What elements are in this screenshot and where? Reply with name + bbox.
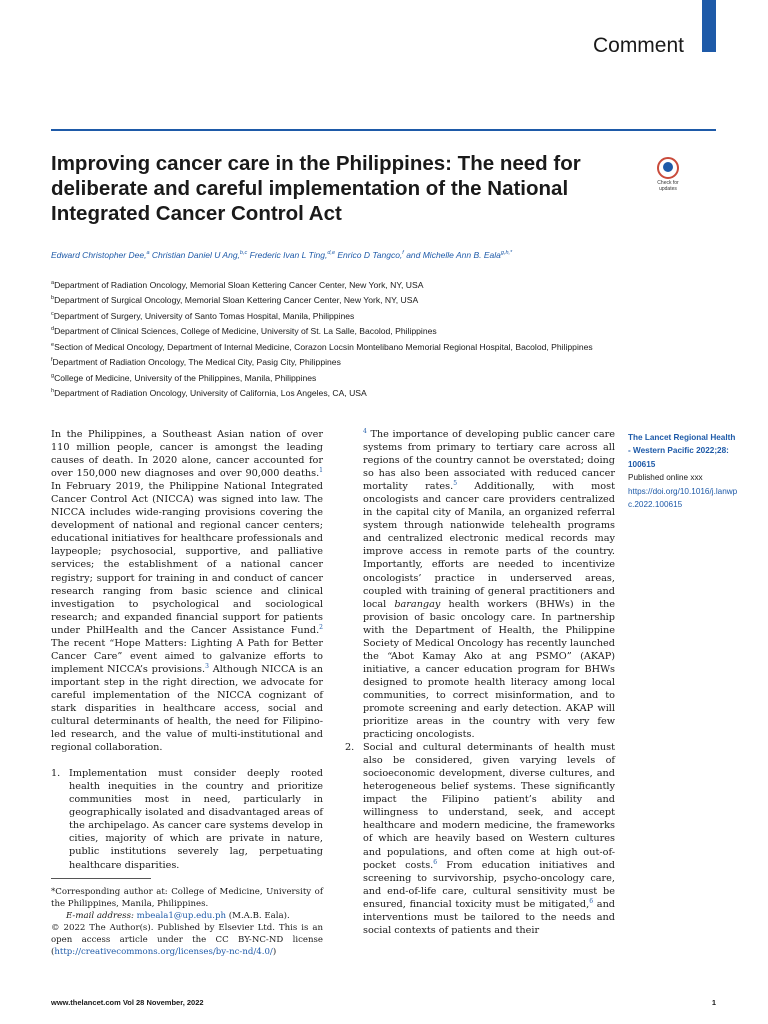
affiliation-item: $^c$Department of Surgery, University of Santo Tomas Hospital, Manila, Philippines: [51, 310, 355, 321]
corner-accent-bar: [702, 0, 716, 52]
body-column-right: [345, 428, 615, 937]
license-link[interactable]: http://creativecommons.org/licenses/by-nc-nd/4.0/: [54, 947, 273, 957]
journal-citation[interactable]: The Lancet Regional Health - Western Pacific 2022;28: 100615: [628, 433, 736, 469]
check-for-updates-icon: [657, 157, 679, 179]
reference-link[interactable]: 2: [319, 623, 323, 631]
author-list: Edward Christopher Dee,$^a$ Christian Daniel U Ang,$^{b,c}$ Frederic Ivan L Ting,$^{d,e}$ Enrico D Tangco,$^f$ and Michelle Ann B. Eala$^{g,h,*}$: [51, 250, 513, 260]
reference-link[interactable]: 1: [319, 466, 323, 474]
email-link[interactable]: mbeala1@up.edu.ph: [136, 911, 227, 921]
header-divider: [51, 129, 716, 131]
email-note: E-mail address: mbeala1@up.edu.ph (M.A.B. Eala).: [66, 911, 290, 921]
reference-link[interactable]: 6: [589, 897, 594, 905]
affiliation-item: $^f$Department of Radiation Oncology, The Medical City, Pasig City, Philippines: [51, 357, 341, 368]
affiliation-item: $^b$Department of Surgical Oncology, Memorial Sloan Kettering Cancer Center, New York, NY, USA: [51, 295, 419, 306]
corresponding-author-note: *Corresponding author at: College of Medicine, University of the Philippines, Manila, Philippines.: [51, 887, 323, 909]
list-number: 1.: [51, 768, 61, 780]
doi-link[interactable]: https://doi.org/10.1016/j.lanwpc.2022.100615: [628, 486, 738, 510]
list-item-continued: $^4$ The importance of developing public cancer care systems from primary to tertiary care across all regions of the country cannot be overstated; doing so has also been associated with reduced cancer mortality rates.$^5$ Additionally, with most oncologists and cancer care providers centralized in the capital city of Manila, an organized referral system through nationwide telehealth programs and centralized electronic medical records may improve access in remote parts of the country. Importantly, efforts are needed to incentivize oncologists’ practice in underserved areas, coupled with training of general practitioners and local barangay health workers (BHWs) in the provision of basic oncology care. In partnership with the Department of Health, the Philippine Society of Medical Oncology has recently launched the “Abot Kamay Ako at ang PSMO” (AKAP) initiative, a cancer education program for BHWs designed to promote health literacy among local communities, to correct misinformation, and to promote screening and early detection. AKAP will prioritize areas in the country with very few practicing oncologists.: [363, 427, 615, 741]
intro-paragraph: In the Philippines, a Southeast Asian nation of over 110 million people, cancer is amongst the leading causes of death. In 2020 alone, cancer accounted for over 150,000 new diagnoses and over 90,000 deaths.$^1$ In February 2019, the Philippine National Integrated Cancer Control Act (NICCA) was signed into law. The NICCA includes wide-ranging provisions covering the development of national and regional cancer centers; educational initiatives for healthcare professionals and laypeople; psychosocial, supportive, and palliative services; the establishment of a national cancer registry; support for training in and conduct of cancer research ranging from basic science and clinical investigation to psychological and sociological research; and expanded financial support for patients under PhilHealth and the Cancer Assistance Fund.$^2$ The recent “Hope Matters: Lighting A Path for Better Cancer Care” event aimed to galvanize efforts to implement NICCA’s provisions.$^3$ Although NICCA is an important step in the right direction, we advocate for careful implementation of the NICCA cognizant of stark disparities in healthcare access, social and cultural determinants of health, the need for Filipino-led research, and the value of multi-institutional and regional collaboration.: [51, 429, 323, 754]
author-name[interactable]: Enrico D Tangco,: [337, 250, 403, 260]
body-column-left: [51, 428, 323, 872]
article-title: Improving cancer care in the Philippines: The need for deliberate and careful implementation of the National Integrated Cancer Control Act: [51, 152, 581, 225]
author-name[interactable]: and Michelle Ann B. Eala: [406, 250, 501, 260]
article-info-sidebar: [628, 431, 738, 511]
list-number: 2.: [345, 742, 355, 754]
reference-link[interactable]: 4: [363, 427, 367, 435]
author-name[interactable]: Frederic Ivan L Ting,: [249, 250, 328, 260]
author-name[interactable]: Edward Christopher Dee,: [51, 250, 147, 260]
footer-journal-info[interactable]: www.thelancet.com Vol 28 November, 2022: [51, 998, 204, 1007]
section-label: Comment: [592, 34, 684, 57]
affiliation-item: $^h$Department of Radiation Oncology, University of California, Los Angeles, CA, USA: [51, 388, 367, 399]
list-item: 1. Implementation must consider deeply rooted health inequities in the country and prioritize communities most in need, particularly in geographically isolated and disadvantaged areas of the archipelago. As cancer care systems develop in cities, majority of which are private in nature, public institutions severely lag, perpetuating healthcare disparities.: [51, 768, 323, 871]
license-note: © 2022 The Author(s). Published by Elsevier Ltd. This is an open access article under the CC BY-NC-ND license (http://creativecommons.org/licenses/by-nc-nd/4.0/): [51, 923, 323, 957]
page-number: 1: [711, 998, 716, 1007]
author-name[interactable]: Christian Daniel U Ang,: [151, 250, 240, 260]
affiliation-list: [51, 277, 621, 401]
publication-date: Published online xxx: [628, 473, 703, 483]
reference-link[interactable]: 3: [205, 662, 209, 670]
reference-link[interactable]: 5: [453, 479, 458, 487]
list-item: 2. Social and cultural determinants of health must also be considered, given varying levels of socioeconomic development, diverse cultures, and heterogeneous belief systems. These significantly impact the Filipino patient’s ability and willingness to understand, seek, and accept healthcare and modern medicine, the frameworks of which are heavily based on Western cultures and populations, and often come at high out-of-pocket costs.$^6$ From education initiatives and screening to survivorship, psycho-oncology care, and end-of-life care, cultural sensitivity must be ensured, financial toxicity must be mitigated,$^6$ and interventions must be tailored to the needs and social contexts of patients and their: [345, 742, 616, 936]
affiliation-item: $^g$College of Medicine, University of the Philippines, Manila, Philippines: [51, 372, 317, 383]
check-for-updates-label: Check for updates: [657, 180, 679, 192]
footnote-divider: [51, 878, 151, 879]
affiliation-item: $^a$Department of Radiation Oncology, Memorial Sloan Kettering Cancer Center, New York, NY, USA: [51, 279, 424, 290]
reference-link[interactable]: 6: [433, 858, 438, 866]
footnotes: [51, 886, 323, 958]
check-for-updates-badge[interactable]: [651, 157, 685, 195]
affiliation-item: $^e$Section of Medical Oncology, Department of Internal Medicine, Corazon Locsin Montelibano Memorial Regional Hospital, Bacolod, Philippines: [51, 341, 593, 352]
affiliation-item: $^d$Department of Clinical Sciences, College of Medicine, University of St. La Salle, Bacolod, Philippines: [51, 326, 437, 337]
